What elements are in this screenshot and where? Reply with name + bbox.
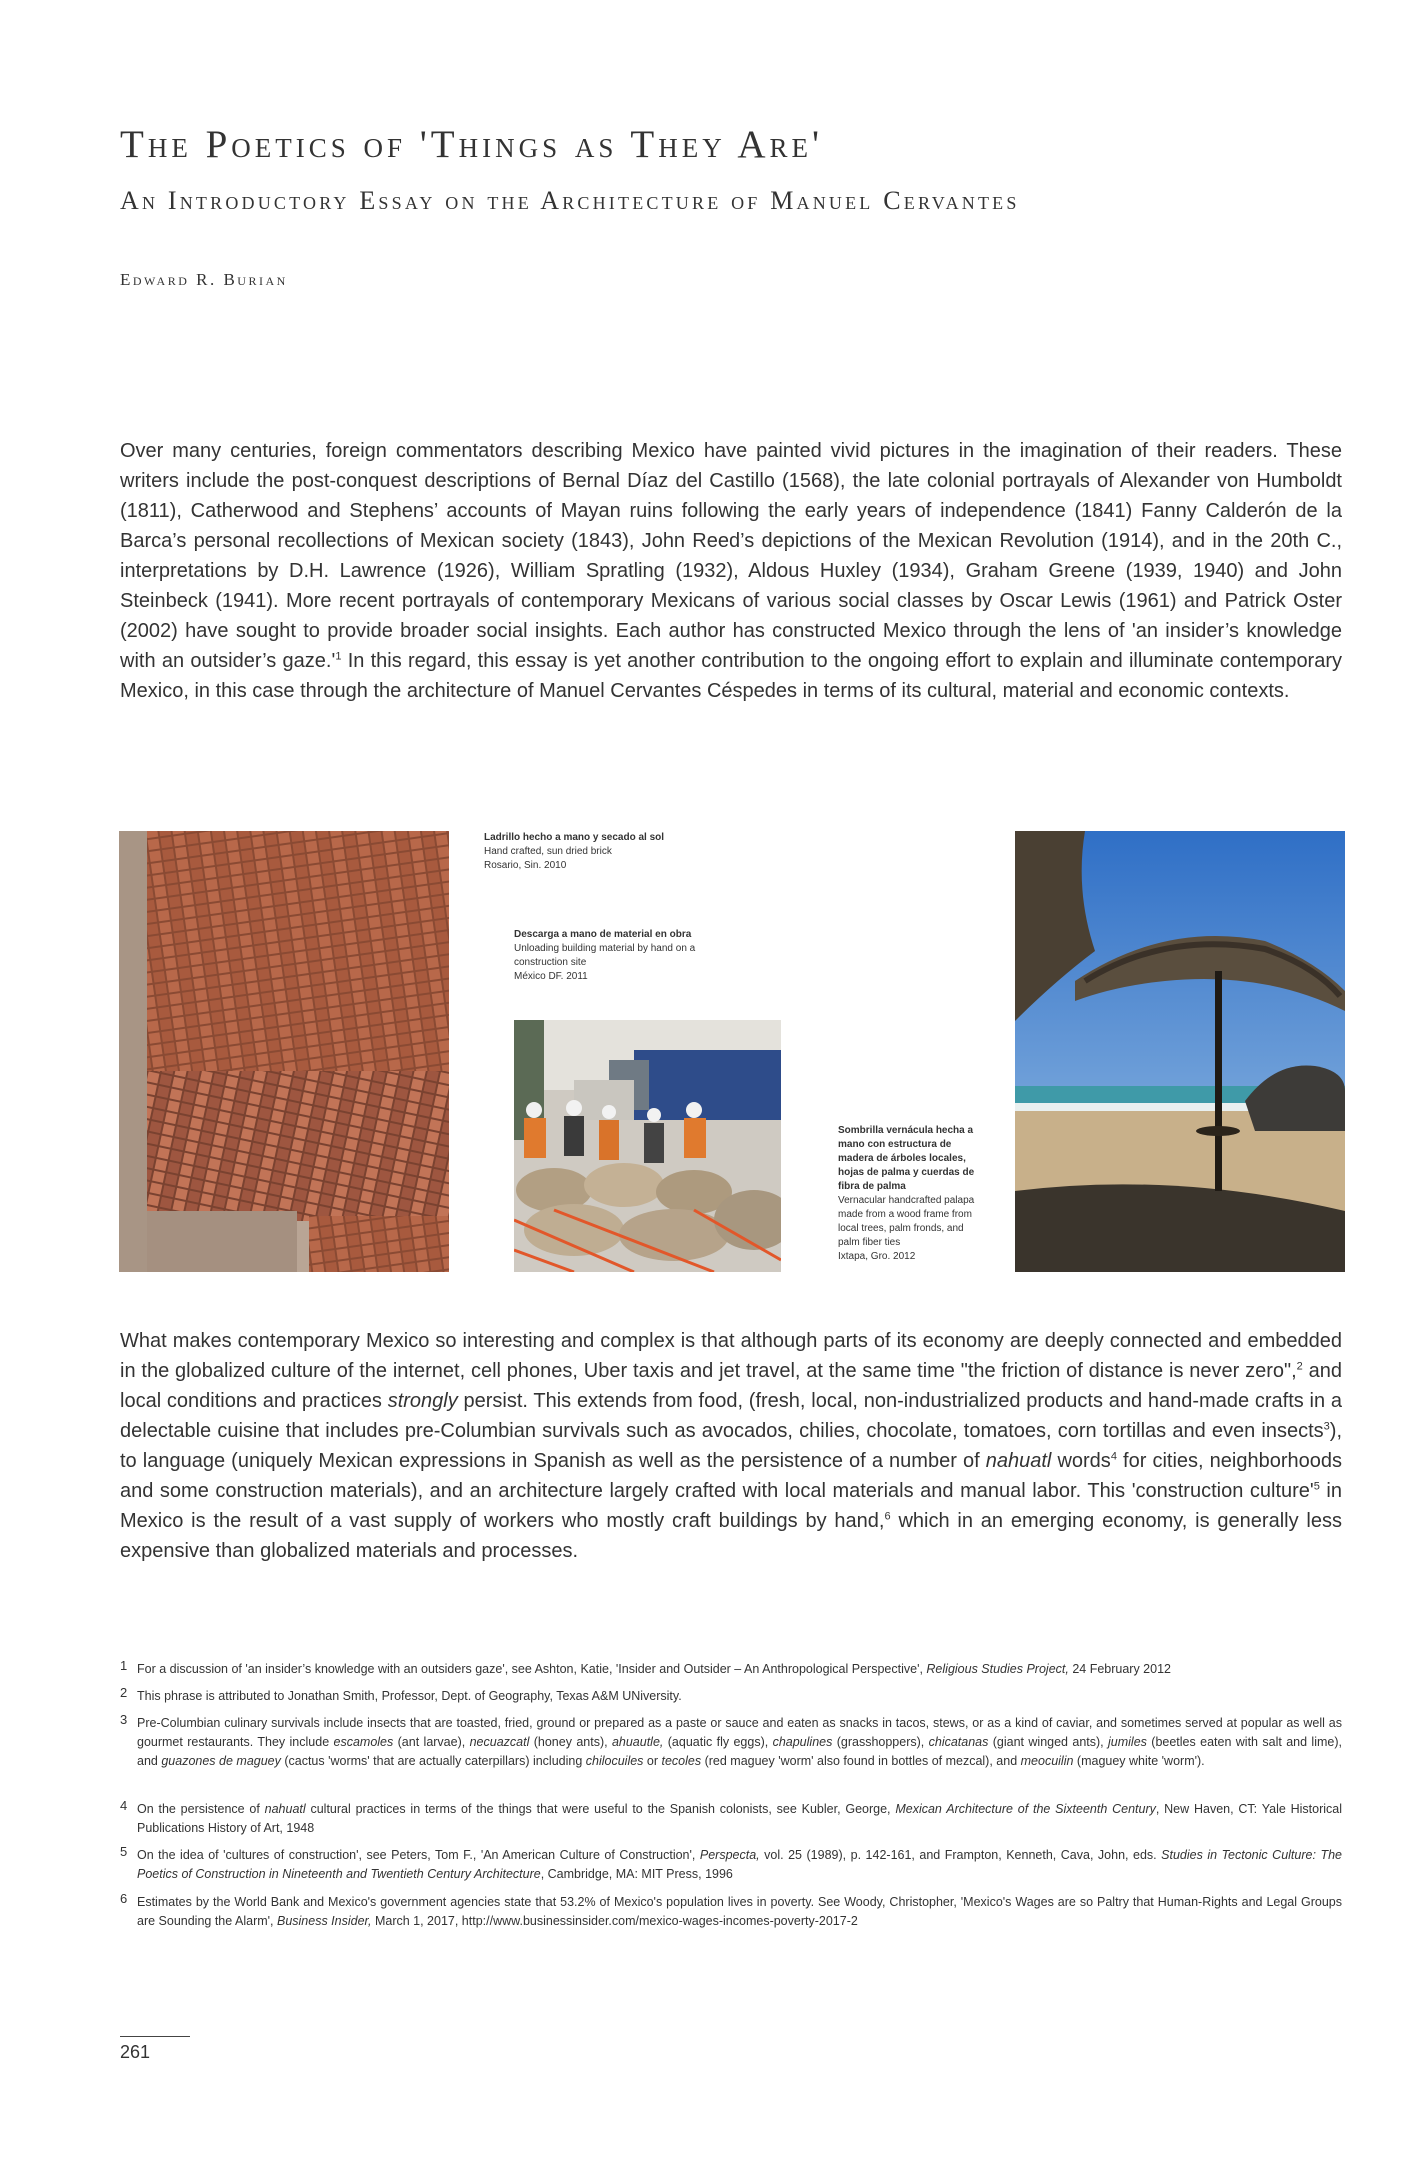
intro-paragraph [120,436,1342,706]
footnote-text: (red maguey 'worm' also found in bottles of mezcal), and [701,1754,1021,1768]
body-text: ), to language (uniquely Mexican expressions in Spanish as well as the persistence of a number of [120,1420,1342,1472]
footnote-italic: chapulines [772,1735,833,1749]
beach-umbrella-image [1015,831,1345,1272]
footnote-number: 4 [120,1798,128,1813]
footnote-text: (ant larvae), [393,1735,470,1749]
footnote-italic: Mexican Architecture of the Sixteenth Century [895,1802,1156,1816]
caption-unloading-line: construction site [514,957,587,968]
brick-wall-image [119,831,449,1272]
footnote-italic: jumiles [1108,1735,1147,1749]
footnote-italic: guazones de maguey [161,1754,281,1768]
footnote-text: Pre-Columbian culinary survivals include insects that are toasted, fried, ground or prepared as a paste or sauce and eaten as snacks in tacos, stews, or as a kind of caviar, and sometimes served at popular as well as gourmet restaurants. They include [137,1716,1342,1749]
footnote-italic: Perspecta, [699,1848,760,1862]
footnote-text: On the idea of 'cultures of construction', see Peters, Tom F., 'An American Culture of Construction', [137,1848,700,1862]
page-number: 261 [120,2042,151,2062]
body-text: words [1051,1450,1111,1472]
footnote-ref-6[interactable]: 6 [884,1510,891,1523]
construction-site-photo [514,1020,781,1272]
caption-brick-title: Ladrillo hecho a mano y secado al sol [484,832,665,843]
intro-text-a: Over many centuries, foreign commentators describing Mexico have painted vivid pictures in the imagination of their readers. These writers include the post-conquest descriptions of Bernal Díaz del Castillo (1568), the late colonial portrayals of Alexander von Humboldt (1811), Catherwood and Stephens’ accounts of Mayan ruins following the early years of independence (1841) Fanny Calderón de la Barca’s personal recollections of Mexican society (1843), John Reed’s depictions of the Mexican Revolution (1914), and in the 20th C., interpretations by D.H. Lawrence (1926), William Spratling (1932), Aldous Huxley (1934), Graham Greene (1939, 1940) and John Steinbeck (1941). More recent portrayals of contemporary Mexicans of various social classes by Oscar Lewis (1961) and Patrick Oster (2002) have sought to provide broader social insights. Each author has constructed Mexico through the lens of 'an insider’s knowledge with an outsider’s gaze.' [120,440,1342,672]
footnote-text: (honey ants), [529,1735,612,1749]
footnote-text: vol. 25 (1989), p. 142-161, and Frampton, Kenneth, Cava, John, eds. [759,1848,1162,1862]
footnote-text: (beetles eaten with salt and lime), and [137,1735,1342,1768]
brick-wall-photo [119,831,449,1272]
footnote-text: or [643,1754,662,1768]
footnote-number: 3 [120,1712,128,1727]
footnote-italic: Religious Studies Project, [926,1662,1069,1676]
footnote-italic: nahuatl [264,1802,306,1816]
caption-umbrella-title: hojas de palma y cuerdas de [838,1167,975,1178]
footnote-italic: Business Insider, [276,1914,372,1928]
footnote-6 [120,1893,1342,1931]
caption-unloading-line: México DF. 2011 [514,971,588,982]
intro-text-b: In this regard, this essay is yet another contribution to the ongoing effort to explain and illuminate contemporary Mexico, in this case through the architecture of Manuel Cervantes Céspedes in terms of its cultural, material and economic contexts. [120,650,1343,702]
body-text: for cities, neighborhoods and some construction materials), and an architecture largely crafted with local materials and manual labor. This 'construction culture' [120,1450,1343,1502]
footnote-number: 5 [120,1844,128,1859]
footnote-3 [120,1714,1342,1771]
caption-umbrella-line: palm fiber ties [838,1237,901,1248]
footnote-italic: tecoles [661,1754,702,1768]
footnote-text: 24 February 2012 [1068,1662,1171,1676]
footnote-italic: chilocuiles [585,1754,644,1768]
author-name: Edward R. Burian [120,270,288,289]
caption-umbrella-line: local trees, palm fronds, and [838,1223,964,1234]
caption-umbrella-title: mano con estructura de [838,1139,952,1150]
caption-umbrella-line: made from a wood frame from [838,1209,972,1220]
caption-brick-line: Hand crafted, sun dried brick [484,846,612,857]
footnote-text: For a discussion of 'an insider’s knowledge with an outsiders gaze', see Ashton, Katie, 'Insider and Outsider – An Anthropological Perspective', [137,1662,927,1676]
page-number-rule [120,2036,190,2037]
caption-brick [484,831,684,873]
footnote-ref-5[interactable]: 5 [1313,1480,1320,1493]
body-text: which in an emerging economy, is generally less expensive than globalized materials and processes. [120,1510,1342,1562]
body-text: and local conditions and practices [120,1360,1342,1412]
footnote-text: (grasshoppers), [832,1735,929,1749]
essay-title: The Poetics of 'Things as They Are' [120,123,824,166]
footnote-5 [120,1846,1342,1884]
footnote-text: , Cambridge, MA: MIT Press, 1996 [540,1867,733,1881]
footnote-italic: necuazcatl [469,1735,530,1749]
caption-umbrella-title: Sombrilla vernácula hecha a [838,1125,974,1136]
emphasis-strongly: strongly [387,1390,458,1412]
body-paragraph [120,1326,1342,1566]
footnote-italic: chicatanas [928,1735,989,1749]
caption-umbrella-line: Vernacular handcrafted palapa [838,1195,975,1206]
caption-unloading-title: Descarga a mano de material en obra [514,929,692,940]
caption-umbrella-title: madera de árboles locales, [838,1153,966,1164]
footnote-ref-4[interactable]: 4 [1110,1450,1117,1463]
footnote-ref-1[interactable]: 1 [335,650,342,663]
footnote-number: 2 [120,1685,128,1700]
footnote-italic: ahuautle, [611,1735,664,1749]
caption-unloading [514,928,714,984]
construction-site-image [514,1020,781,1272]
footnote-2 [120,1687,1342,1706]
footnote-ref-2[interactable]: 2 [1296,1360,1303,1373]
footnote-text: (giant winged ants), [988,1735,1109,1749]
emphasis-nahuatl: nahuatl [985,1450,1052,1472]
footnote-text: cultural practices in terms of the things that were useful to the Spanish colonists, see Kubler, George, [305,1802,896,1816]
footnote-text: This phrase is attributed to Jonathan Smith, Professor, Dept. of Geography, Texas A&M UNiversity. [137,1689,682,1703]
footnote-text: Estimates by the World Bank and Mexico's government agencies state that 53.2% of Mexico's population lives in poverty. See Woody, Christopher, 'Mexico's Wages are so Paltry that Human-Rights and Legal Groups are Sounding the Alarm', [137,1895,1342,1928]
caption-umbrella [838,1124,978,1264]
essay-subtitle: An Introductory Essay on the Architecture of Manuel Cervantes [120,186,1020,215]
footnote-text: On the persistence of [137,1802,265,1816]
footnote-text: March 1, 2017, http://www.businessinsider.com/mexico-wages-incomes-poverty-2017-2 [371,1914,858,1928]
footnote-italic: meocuilin [1020,1754,1074,1768]
body-text: persist. This extends from food, (fresh, local, non-industrialized products and hand-made crafts in a delectable cuisine that includes pre-Columbian survivals such as avocados, chilies, chocolate, tomatoes, corn tortillas and even insects [120,1390,1342,1442]
footnote-ref-3[interactable]: 3 [1323,1420,1330,1433]
caption-umbrella-title: fibra de palma [838,1181,906,1192]
footnote-italic: Studies in Tectonic Culture: The Poetics of Construction in Nineteenth and Twentieth Century Architecture [137,1848,1342,1881]
footnote-text: , New Haven, CT: Yale Historical Publications History of Art, 1948 [137,1802,1343,1835]
footnote-text: (aquatic fly eggs), [663,1735,773,1749]
beach-umbrella-photo [1015,831,1345,1272]
footnote-text: (cactus 'worms' that are actually caterpillars) including [280,1754,586,1768]
caption-unloading-line: Unloading building material by hand on a [514,943,696,954]
caption-brick-line: Rosario, Sin. 2010 [484,860,567,871]
footnote-text: (maguey white 'worm'). [1073,1754,1205,1768]
footnote-4 [120,1800,1342,1838]
caption-umbrella-line: Ixtapa, Gro. 2012 [838,1251,916,1262]
footnote-1 [120,1660,1342,1679]
body-text: in Mexico is the result of a vast supply of workers who mostly craft buildings by hand, [120,1480,1342,1532]
footnote-number: 1 [120,1658,128,1673]
body-text: What makes contemporary Mexico so interesting and complex is that although parts of its economy are deeply connected and embedded in the globalized culture of the internet, cell phones, Uber taxis and jet travel, at the same time "the friction of distance is never zero", [120,1330,1342,1382]
footnote-number: 6 [120,1891,128,1906]
footnote-italic: escamoles [333,1735,394,1749]
